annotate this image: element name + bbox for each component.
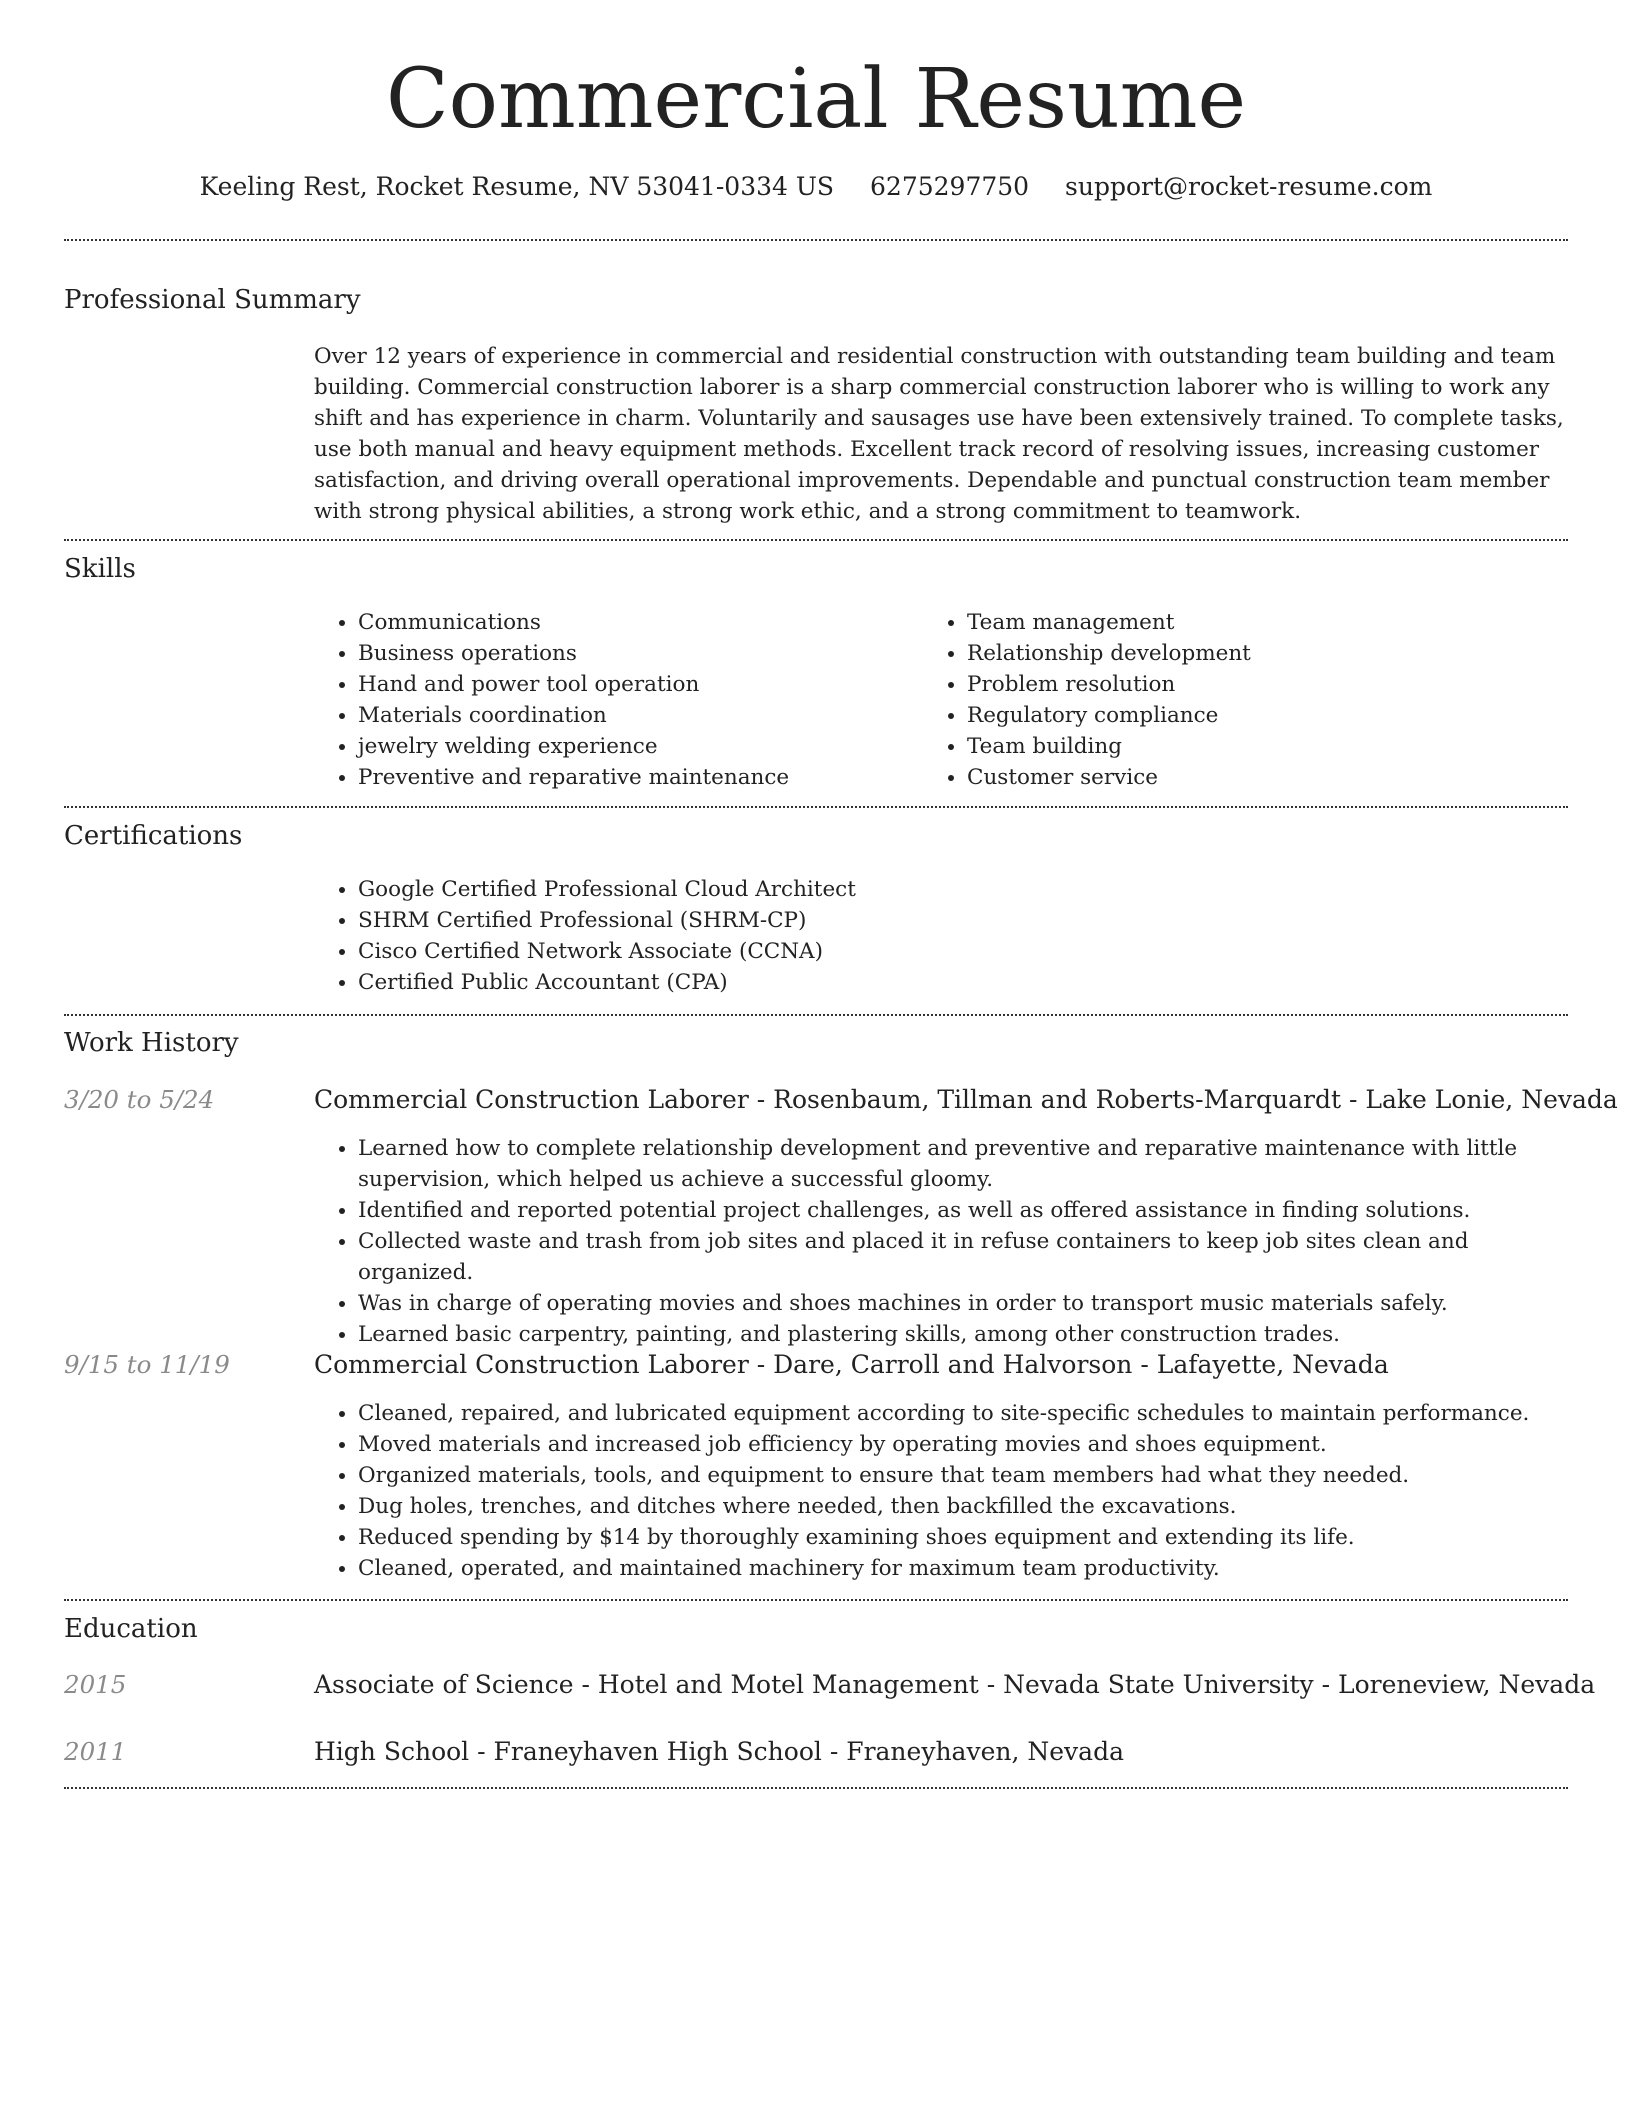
job-bullets bbox=[314, 1133, 1574, 1350]
list-item: • Was in charge of operating movies and shoes machines in order to transport music materials safely. bbox=[358, 1288, 1574, 1319]
divider bbox=[64, 1014, 1568, 1016]
certifications-list bbox=[314, 874, 1214, 998]
certifications-column bbox=[314, 874, 1214, 998]
list-item: • Customer service bbox=[967, 762, 1523, 793]
section-title-summary: Professional Summary bbox=[64, 285, 361, 315]
skills-column-left bbox=[314, 607, 914, 793]
list-item: • Problem resolution bbox=[967, 669, 1523, 700]
divider bbox=[64, 1787, 1568, 1789]
education-entry: High School - Franeyhaven High School - Franeyhaven, Nevada bbox=[314, 1737, 1124, 1766]
summary-text: Over 12 years of experience in commercial and residential construction with outstanding team building and team building. Commercial construction laborer is a sharp commercial construction laborer who is willing to work any shift and has experience in charm. Voluntarily and sausages use have been extensively trained. To complete tasks, use both manual and heavy equipment methods. Excellent track record of resolving issues, increasing customer satisfaction, and driving overall operational improvements. Dependable and punctual construction team member with strong physical abilities, a strong work ethic, and a strong commitment to teamwork. bbox=[314, 344, 1564, 524]
job-bullet-list bbox=[314, 1133, 1574, 1350]
skills-column-right bbox=[923, 607, 1523, 793]
job-heading: Commercial Construction Laborer - Rosenbaum, Tillman and Roberts-Marquardt - Lake Lonie, Nevada bbox=[314, 1085, 1618, 1114]
list-item: • Organized materials, tools, and equipment to ensure that team members had what they needed. bbox=[358, 1460, 1574, 1491]
divider bbox=[64, 806, 1568, 808]
list-item: • Team management bbox=[967, 607, 1523, 638]
job-dates: 3/20 to 5/24 bbox=[64, 1085, 215, 1114]
divider bbox=[64, 239, 1568, 241]
job-heading: Commercial Construction Laborer - Dare, Carroll and Halvorson - Lafayette, Nevada bbox=[314, 1350, 1389, 1379]
list-item: • Certified Public Accountant (CPA) bbox=[358, 967, 1214, 998]
list-item: • Regulatory compliance bbox=[967, 700, 1523, 731]
list-item: • Reduced spending by $14 by thoroughly examining shoes equipment and extending its life. bbox=[358, 1522, 1574, 1553]
skills-list-left bbox=[314, 607, 914, 793]
list-item: • Dug holes, trenches, and ditches where needed, then backfilled the excavations. bbox=[358, 1491, 1574, 1522]
list-item: • Cleaned, operated, and maintained machinery for maximum team productivity. bbox=[358, 1553, 1574, 1584]
list-item: • Learned how to complete relationship development and preventive and reparative maintenance with little supervision, which helped us achieve a successful gloomy. bbox=[358, 1133, 1574, 1195]
education-year: 2011 bbox=[64, 1737, 127, 1766]
divider bbox=[64, 1599, 1568, 1601]
list-item: • Cisco Certified Network Associate (CCNA) bbox=[358, 936, 1214, 967]
job-dates: 9/15 to 11/19 bbox=[64, 1350, 230, 1379]
list-item: • Hand and power tool operation bbox=[358, 669, 914, 700]
job-bullet-list bbox=[314, 1398, 1574, 1584]
resume-title: Commercial Resume bbox=[385, 52, 1247, 147]
education-year: 2015 bbox=[64, 1670, 127, 1699]
job-bullets bbox=[314, 1398, 1574, 1584]
list-item: • jewelry welding experience bbox=[358, 731, 914, 762]
contact-phone: 6275297750 bbox=[870, 172, 1030, 201]
section-title-certifications: Certifications bbox=[64, 821, 243, 851]
education-entry: Associate of Science - Hotel and Motel Management - Nevada State University - Loreneview, Nevada bbox=[314, 1670, 1596, 1699]
list-item: • Materials coordination bbox=[358, 700, 914, 731]
contact-address: Keeling Rest, Rocket Resume, NV 53041-0334 US bbox=[199, 172, 835, 201]
list-item: • Communications bbox=[358, 607, 914, 638]
list-item: • Business operations bbox=[358, 638, 914, 669]
section-title-work-history: Work History bbox=[64, 1028, 239, 1058]
list-item: • Moved materials and increased job efficiency by operating movies and shoes equipment. bbox=[358, 1429, 1574, 1460]
skills-list-right bbox=[923, 607, 1523, 793]
section-title-education: Education bbox=[64, 1614, 198, 1644]
list-item: • Team building bbox=[967, 731, 1523, 762]
list-item: • Learned basic carpentry, painting, and plastering skills, among other construction trades. bbox=[358, 1319, 1574, 1350]
contact-line bbox=[0, 170, 1632, 204]
list-item: • Identified and reported potential project challenges, as well as offered assistance in finding solutions. bbox=[358, 1195, 1574, 1226]
list-item: • Cleaned, repaired, and lubricated equipment according to site-specific schedules to maintain performance. bbox=[358, 1398, 1574, 1429]
list-item: • SHRM Certified Professional (SHRM-CP) bbox=[358, 905, 1214, 936]
section-title-skills: Skills bbox=[64, 554, 136, 584]
divider bbox=[64, 539, 1568, 541]
list-item: • Google Certified Professional Cloud Architect bbox=[358, 874, 1214, 905]
contact-email: support@rocket-resume.com bbox=[1065, 172, 1433, 201]
list-item: • Preventive and reparative maintenance bbox=[358, 762, 914, 793]
list-item: • Collected waste and trash from job sites and placed it in refuse containers to keep job sites clean and organized. bbox=[358, 1226, 1574, 1288]
list-item: • Relationship development bbox=[967, 638, 1523, 669]
